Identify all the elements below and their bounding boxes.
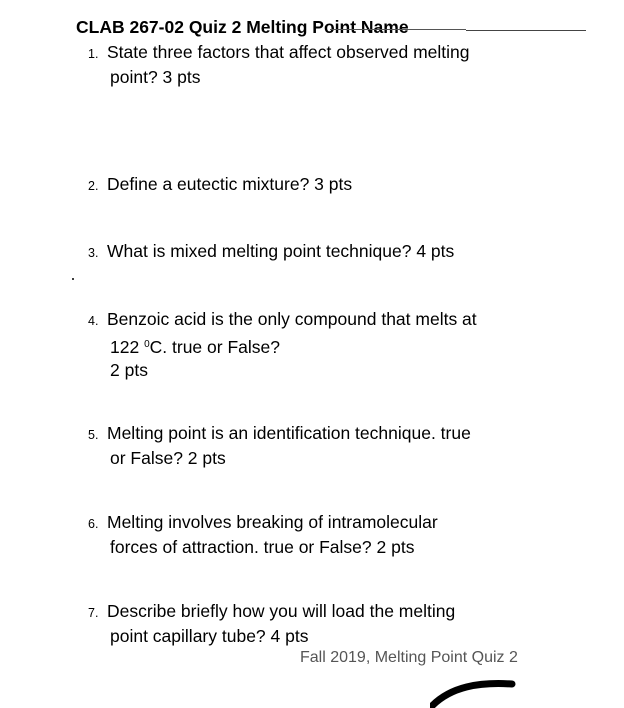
question-number: 7. [88, 606, 99, 620]
question-text: Describe briefly how you will load the melting [107, 601, 456, 621]
question-text: Melting point is an identification technique. true [107, 423, 471, 443]
question-3 [88, 240, 558, 265]
question-text: State three factors that affect observed melting [107, 42, 470, 62]
question-number: 6. [88, 517, 99, 531]
name-underline [466, 30, 586, 31]
question-text-continued [88, 333, 558, 359]
question-number: 5. [88, 428, 99, 442]
question-points: 2 pts [110, 360, 148, 380]
question-5 [88, 422, 558, 470]
stray-dot [72, 278, 74, 280]
page-title: CLAB 267-02 Quiz 2 Melting Point Name [76, 17, 409, 37]
question-number: 3. [88, 246, 99, 260]
question-number: 1. [88, 47, 99, 61]
question-4 [88, 308, 558, 382]
question-text-continued: point capillary tube? 4 pts [110, 626, 309, 646]
question-text: What is mixed melting point technique? 4 pts [107, 241, 455, 261]
question-6 [88, 511, 558, 559]
question-1 [88, 41, 558, 89]
question-text: Define a eutectic mixture? 3 pts [107, 174, 353, 194]
question-7 [88, 600, 558, 648]
question-text-tail: C. true or False? [149, 337, 280, 357]
question-2 [88, 173, 558, 198]
question-text: Benzoic acid is the only compound that melts at [107, 309, 477, 329]
temperature-value: 122 [110, 337, 140, 357]
title-strikethrough-line [330, 29, 466, 30]
degree-superscript: 0 [144, 339, 150, 350]
question-text-continued: forces of attraction. true or False? 2 pts [110, 537, 415, 557]
question-number: 2. [88, 179, 99, 193]
question-text: Melting involves breaking of intramolecular [107, 512, 438, 532]
question-number: 4. [88, 314, 99, 328]
corner-decoration-curve [430, 678, 530, 708]
question-text-continued: or False? 2 pts [110, 448, 226, 468]
page-footer: Fall 2019, Melting Point Quiz 2 [300, 649, 518, 666]
question-text-continued: point? 3 pts [110, 67, 201, 87]
